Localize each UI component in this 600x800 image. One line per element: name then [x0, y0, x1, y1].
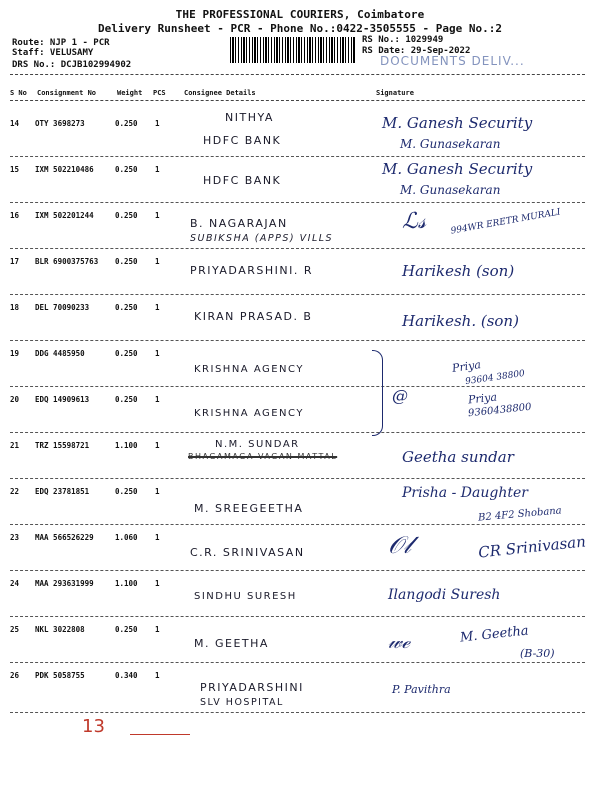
- col-header-weight: Weight: [117, 89, 143, 97]
- column-header-divider: [10, 100, 585, 101]
- row-weight: 0.250: [115, 625, 138, 634]
- row-pcs: 1: [155, 625, 160, 634]
- row-consignment: BLR 6900375763: [35, 257, 99, 266]
- row-weight: 1.060: [115, 533, 138, 542]
- row-pcs: 1: [155, 211, 160, 220]
- row-consignment: EDQ 14909613: [35, 395, 90, 404]
- signature-subtext: 9360438800: [467, 401, 533, 420]
- row-weight: 1.100: [115, 441, 138, 450]
- row-weight: 0.250: [115, 165, 138, 174]
- signature-text: P. Pavithra: [392, 683, 451, 696]
- row-sno: 20: [10, 395, 20, 404]
- row-consignment: DEL 70090233: [35, 303, 90, 312]
- consignee-name: B. NAGARAJAN: [190, 217, 288, 230]
- consignee-name: M. SREEGEETHA: [194, 502, 304, 515]
- consignee-name: KIRAN PRASAD. B: [194, 310, 313, 323]
- consignee-name: NITHYA: [225, 111, 274, 124]
- table-row: [10, 111, 585, 156]
- signature-text: Ilangodi Suresh: [388, 587, 501, 603]
- table-row: [10, 387, 585, 432]
- table-row: [10, 617, 585, 662]
- col-header-consignment: Consignment No: [37, 89, 97, 97]
- row-weight: 0.250: [115, 487, 138, 496]
- row-pcs: 1: [155, 441, 160, 450]
- col-header-pcs: PCS: [153, 89, 166, 97]
- row-consignment: MAA 566526229: [35, 533, 94, 542]
- signature-subtext: 93604 38800: [464, 368, 526, 388]
- row-sno: 26: [10, 671, 20, 680]
- consignee-name: M. GEETHA: [194, 637, 269, 650]
- row-sno: 21: [10, 441, 20, 450]
- row-weight: 1.100: [115, 579, 138, 588]
- row-sno: 15: [10, 165, 20, 174]
- row-weight: 0.250: [115, 211, 138, 220]
- signature-text: 994WR ERETR MURALI: [449, 207, 562, 237]
- row-weight: 0.250: [115, 349, 138, 358]
- signature-scribble: 𝓌ℯ: [388, 629, 410, 653]
- row-sno: 24: [10, 579, 20, 588]
- row-consignment: TRZ 15598721: [35, 441, 90, 450]
- signature-text: M. Ganesh Security: [382, 114, 533, 132]
- row-pcs: 1: [155, 257, 160, 266]
- consignee-name: KRISHNA AGENCY: [194, 364, 304, 375]
- signature-subtext: M. Gunasekaran: [400, 137, 501, 151]
- table-row: [10, 203, 585, 248]
- row-sno: 23: [10, 533, 20, 542]
- row-pcs: 1: [155, 303, 160, 312]
- row-sno: 25: [10, 625, 20, 634]
- signature-text: Priya: [451, 358, 482, 375]
- consignee-name: C.R. SRINIVASAN: [190, 546, 305, 559]
- row-sno: 22: [10, 487, 20, 496]
- signature-text: M. Ganesh Security: [382, 160, 533, 178]
- row-weight: 0.250: [115, 119, 138, 128]
- consignee-name: PRIYADARSHINI: [200, 681, 304, 694]
- signature-subtext: (B-30): [520, 647, 555, 660]
- row-pcs: 1: [155, 487, 160, 496]
- signature-scribble: ℒ𝓈: [402, 209, 426, 234]
- row-sno: 18: [10, 303, 20, 312]
- row-pcs: 1: [155, 533, 160, 542]
- row-weight: 0.250: [115, 395, 138, 404]
- row-weight: 0.250: [115, 257, 138, 266]
- delivery-count-note: 13: [82, 716, 105, 737]
- table-row: [10, 663, 585, 708]
- signature-subtext: B2 4F2 Shobana: [477, 505, 563, 524]
- header-divider: [10, 74, 585, 75]
- signature-text: M. Geetha: [459, 623, 530, 646]
- row-consignment: MAA 293631999: [35, 579, 94, 588]
- signature-scribble: 𝒪𝓁: [388, 531, 412, 559]
- row-consignment: NKL 3022808: [35, 625, 85, 634]
- row-pcs: 1: [155, 165, 160, 174]
- table-row: [10, 433, 585, 478]
- table-row: [10, 571, 585, 616]
- row-consignment: IXM 502210486: [35, 165, 94, 174]
- barcode: [230, 37, 355, 63]
- row-consignment: OTY 3698273: [35, 119, 85, 128]
- consignee-detail: SUBIKSHA (APPS) VILLS: [190, 233, 334, 244]
- rs-date: RS Date: 29-Sep-2022: [362, 46, 471, 56]
- row-weight: 0.340: [115, 671, 138, 680]
- route-label: Route: NJP 1 - PCR: [12, 38, 110, 48]
- table-row: [10, 525, 585, 570]
- col-header-consignee: Consignee Details: [184, 89, 256, 97]
- row-weight: 0.250: [115, 303, 138, 312]
- consignee-detail: HDFC BANK: [203, 134, 282, 147]
- row-consignment: DDG 4485950: [35, 349, 85, 358]
- signature-text: Geetha sundar: [402, 448, 514, 466]
- table-row: [10, 157, 585, 202]
- row-divider: [10, 712, 585, 713]
- table-row: [10, 249, 585, 294]
- row-pcs: 1: [155, 395, 160, 404]
- drs-number: DRS No.: DCJB102994902: [12, 60, 132, 70]
- signature-text: Priya: [467, 390, 498, 407]
- row-sno: 16: [10, 211, 20, 220]
- consignee-name: N.M. SUNDAR: [215, 439, 300, 450]
- row-consignment: PDK 5058755: [35, 671, 85, 680]
- row-consignment: IXM 502201244: [35, 211, 94, 220]
- signature-text: CR Srinivasan: [477, 532, 587, 562]
- delivery-count-underline: [130, 734, 190, 735]
- signature-text: Harikesh. (son): [402, 312, 519, 330]
- row-sno: 19: [10, 349, 20, 358]
- consignee-name: KRISHNA AGENCY: [194, 408, 304, 419]
- consignee-name: SINDHU SURESH: [194, 591, 297, 602]
- row-pcs: 1: [155, 349, 160, 358]
- consignee-detail: SLV HOSPITAL: [200, 697, 284, 708]
- col-header-sno: S No: [10, 89, 27, 97]
- company-title: THE PROFESSIONAL COURIERS, Coimbatore: [175, 8, 425, 21]
- documents-delivered-stamp: DOCUMENTS DELIV...: [380, 54, 525, 68]
- consignee-detail-struck: BHAGAMAGA VAGAN MATTAL: [188, 452, 338, 461]
- row-sno: 17: [10, 257, 20, 266]
- row-sno: 14: [10, 119, 20, 128]
- rs-number: RS No.: 1029949: [362, 35, 444, 45]
- row-pcs: 1: [155, 119, 160, 128]
- col-header-signature: Signature: [376, 89, 414, 97]
- signature-subtext: M. Gunasekaran: [400, 183, 501, 197]
- table-row: [10, 295, 585, 340]
- signature-text: Harikesh (son): [402, 262, 515, 280]
- staff-label: Staff: VELUSAMY: [12, 48, 94, 58]
- consignee-name: PRIYADARSHINI. R: [190, 264, 313, 277]
- row-consignment: EDQ 23781851: [35, 487, 90, 496]
- consignee-name: HDFC BANK: [203, 174, 282, 187]
- signature-text: Prisha - Daughter: [402, 485, 528, 501]
- table-row: [10, 341, 585, 386]
- row-pcs: 1: [155, 671, 160, 680]
- signature-symbol: @: [392, 386, 408, 405]
- row-pcs: 1: [155, 579, 160, 588]
- runsheet-subtitle: Delivery Runsheet - PCR - Phone No.:0422-3505555 - Page No.:2: [98, 22, 502, 35]
- table-row: [10, 479, 585, 524]
